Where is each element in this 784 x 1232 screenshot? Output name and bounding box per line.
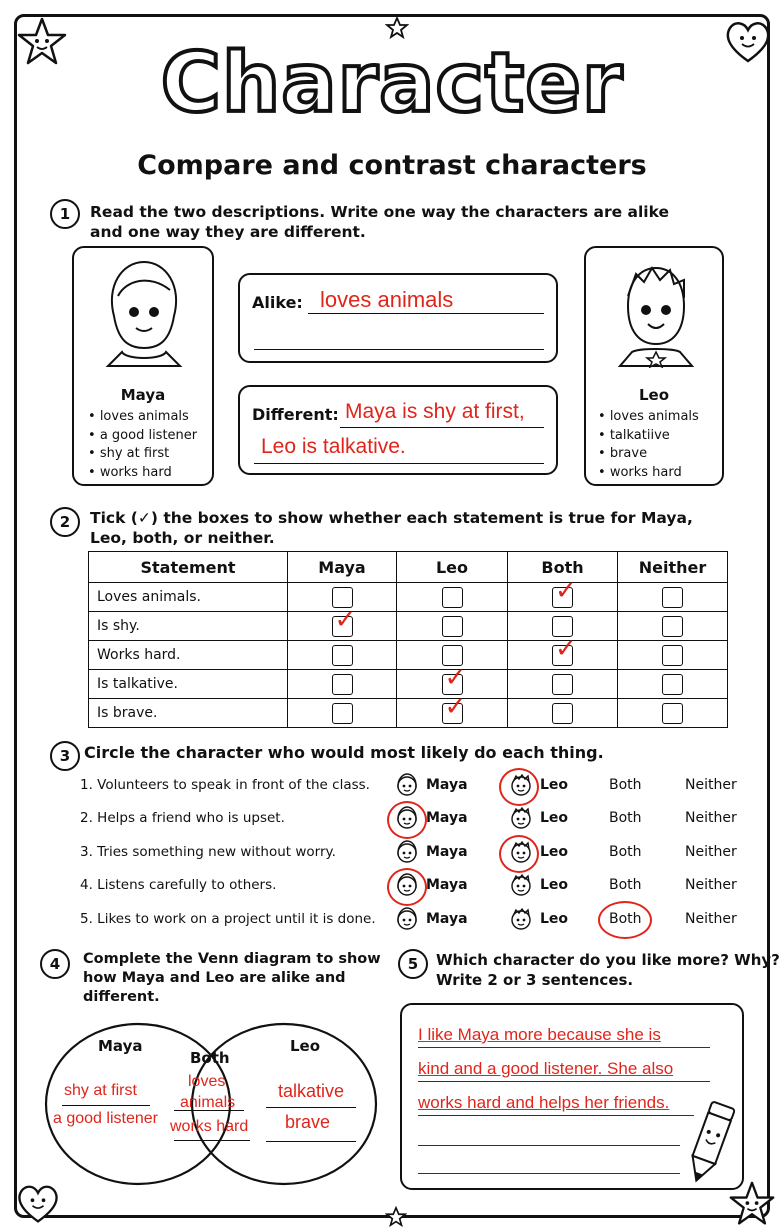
table-row xyxy=(89,583,728,612)
different-answer-line2[interactable]: Leo is talkative. xyxy=(261,435,406,458)
venn-middle-item[interactable]: works hard xyxy=(170,1118,249,1135)
checkbox-cell xyxy=(618,641,728,670)
trait-item: • a good listener xyxy=(88,427,197,446)
option-both[interactable]: Both xyxy=(609,844,642,860)
checkbox-cell xyxy=(397,612,508,641)
column-header: Maya xyxy=(288,552,397,583)
section-number: 2 xyxy=(50,507,80,537)
maya-card xyxy=(72,246,214,486)
trait-item: • brave xyxy=(598,445,699,464)
option-maya[interactable]: Maya xyxy=(426,877,468,893)
answer-line xyxy=(254,349,544,350)
alike-answer[interactable]: loves animals xyxy=(320,287,454,312)
option-leo[interactable]: Leo xyxy=(540,777,569,793)
question-text: 2. Helps a friend who is upset. xyxy=(80,810,285,826)
question-text: 1. Volunteers to speak in front of the class. xyxy=(80,777,370,793)
checkbox[interactable] xyxy=(662,645,683,666)
page-title: Character xyxy=(160,36,624,131)
checkbox[interactable] xyxy=(662,674,683,695)
pencil-icon xyxy=(684,1097,736,1189)
maya-traits xyxy=(88,408,197,482)
venn-middle-item[interactable]: animals xyxy=(180,1094,236,1111)
checkbox[interactable] xyxy=(442,616,463,637)
checkbox[interactable] xyxy=(442,587,463,608)
different-answer-line1[interactable]: Maya is shy at first, xyxy=(345,400,525,423)
trait-item: • loves animals xyxy=(598,408,699,427)
question-text: 3. Tries something new without worry. xyxy=(80,844,336,860)
section1-instruction-line1: Read the two descriptions. Write one way the characters are alike xyxy=(90,203,670,221)
section-number: 1 xyxy=(50,199,80,229)
column-header: Neither xyxy=(618,552,728,583)
table-row xyxy=(89,670,728,699)
checkbox-cell xyxy=(288,670,397,699)
statement-cell: Works hard. xyxy=(89,641,288,670)
writing-line xyxy=(418,1145,680,1146)
venn-middle-label: Both xyxy=(190,1049,230,1067)
answer-line xyxy=(254,463,544,464)
section3-instruction: Circle the character who would most likely do each thing. xyxy=(84,743,604,762)
checkbox[interactable] xyxy=(332,703,353,724)
trait-item: • talkatiive xyxy=(598,427,699,446)
option-maya[interactable]: Maya xyxy=(426,777,468,793)
section2-instruction-line1: Tick (✓) the boxes to show whether each statement is true for Maya, xyxy=(90,509,693,527)
venn-middle-item[interactable]: loves xyxy=(188,1073,226,1090)
statement-cell: Loves animals. xyxy=(89,583,288,612)
column-header: Statement xyxy=(89,552,288,583)
column-header: Both xyxy=(508,552,618,583)
boy-icon xyxy=(508,805,534,831)
checkbox[interactable] xyxy=(662,703,683,724)
table-row xyxy=(89,612,728,641)
option-neither[interactable]: Neither xyxy=(685,877,737,893)
writing-line xyxy=(418,1081,710,1082)
option-both[interactable]: Both xyxy=(609,777,642,793)
page-subtitle: Compare and contrast characters xyxy=(137,150,647,181)
checkbox-cell xyxy=(397,583,508,612)
question-text: 4. Listens carefully to others. xyxy=(80,877,277,893)
statement-cell: Is talkative. xyxy=(89,670,288,699)
section-number: 3 xyxy=(50,741,80,771)
section4-instruction-line1: Complete the Venn diagram to show xyxy=(83,951,381,967)
option-maya[interactable]: Maya xyxy=(426,911,468,927)
table-row xyxy=(89,699,728,728)
section1-instruction-line2: and one way they are different. xyxy=(90,223,366,241)
option-leo[interactable]: Leo xyxy=(540,877,569,893)
checkbox[interactable] xyxy=(552,674,573,695)
question-text: 5. Likes to work on a project until it is done. xyxy=(80,911,376,927)
girl-icon xyxy=(394,839,420,865)
girl-icon xyxy=(394,772,420,798)
girl-icon xyxy=(394,906,420,932)
checkbox[interactable] xyxy=(662,616,683,637)
table-header-row xyxy=(89,552,728,583)
writing-line xyxy=(418,1115,694,1116)
answer-circle xyxy=(598,901,652,939)
checkbox-cell xyxy=(618,699,728,728)
answer-line xyxy=(266,1141,356,1142)
section5-instruction-line1: Which character do you like more? Why? xyxy=(436,951,780,969)
different-label: Different: xyxy=(252,405,339,424)
answer-line xyxy=(174,1110,244,1111)
writing-box xyxy=(400,1003,744,1190)
checkbox[interactable] xyxy=(662,587,683,608)
writing-line xyxy=(418,1173,680,1174)
column-header: Leo xyxy=(397,552,508,583)
checkbox[interactable] xyxy=(442,691,467,724)
answer-sentence[interactable]: I like Maya more because she is xyxy=(418,1025,661,1044)
checkbox-cell xyxy=(508,633,618,670)
trait-item: • works hard xyxy=(598,464,699,483)
checkbox[interactable] xyxy=(332,645,353,666)
checkbox-cell xyxy=(397,691,508,728)
leo-name: Leo xyxy=(638,386,670,404)
venn-right-label: Leo xyxy=(290,1037,321,1055)
venn-right-item[interactable]: talkative xyxy=(278,1081,345,1101)
checkbox[interactable] xyxy=(552,575,577,608)
answer-sentence[interactable]: kind and a good listener. She also xyxy=(418,1059,674,1078)
option-leo[interactable]: Leo xyxy=(540,810,569,826)
check-icon: ✓ xyxy=(555,633,577,664)
answer-circle xyxy=(499,768,539,806)
option-maya[interactable]: Maya xyxy=(426,844,468,860)
checkbox-cell xyxy=(618,612,728,641)
option-leo[interactable]: Leo xyxy=(540,844,569,860)
trait-item: • loves animals xyxy=(88,408,197,427)
statement-cell: Is shy. xyxy=(89,612,288,641)
checkbox-cell xyxy=(508,670,618,699)
section4-instruction-line3: different. xyxy=(83,989,160,1005)
check-icon: ✓ xyxy=(444,662,467,693)
venn-left-item[interactable]: a good listener xyxy=(53,1110,158,1127)
boy-icon xyxy=(508,906,534,932)
option-neither[interactable]: Neither xyxy=(685,810,737,826)
answer-circle xyxy=(387,801,427,839)
leo-card xyxy=(584,246,724,486)
section5-instruction-line2: Write 2 or 3 sentences. xyxy=(436,971,634,989)
venn-left-label: Maya xyxy=(98,1037,143,1055)
alike-label: Alike: xyxy=(252,293,303,312)
venn-left-item[interactable]: shy at first xyxy=(64,1082,137,1099)
section-number: 4 xyxy=(40,949,70,979)
option-neither[interactable]: Neither xyxy=(685,777,737,793)
statement-cell: Is brave. xyxy=(89,699,288,728)
checkbox-cell xyxy=(288,641,397,670)
answer-line xyxy=(266,1107,356,1108)
checkbox[interactable] xyxy=(552,703,573,724)
boy-icon xyxy=(508,872,534,898)
answer-line xyxy=(308,313,544,314)
answer-line xyxy=(174,1140,250,1141)
checkbox[interactable] xyxy=(332,674,353,695)
boy-icon xyxy=(608,256,704,368)
check-icon: ✓ xyxy=(334,604,357,635)
writing-line xyxy=(418,1047,710,1048)
leo-traits xyxy=(598,408,699,482)
option-both[interactable]: Both xyxy=(609,810,642,826)
checkbox-cell xyxy=(288,604,397,641)
star-icon xyxy=(385,1206,407,1228)
option-leo[interactable]: Leo xyxy=(540,911,569,927)
maya-name: Maya xyxy=(120,386,166,404)
option-maya[interactable]: Maya xyxy=(426,810,468,826)
alike-box xyxy=(238,273,558,363)
checkbox-cell xyxy=(618,583,728,612)
trait-item: • works hard xyxy=(88,464,197,483)
checkbox-cell xyxy=(508,575,618,612)
checkbox-cell xyxy=(288,699,397,728)
answer-line xyxy=(340,427,544,428)
checkbox-cell xyxy=(508,699,618,728)
different-box xyxy=(238,385,558,475)
section4-instruction-line2: how Maya and Leo are alike and xyxy=(83,970,346,986)
checkbox[interactable] xyxy=(552,633,577,666)
check-icon: ✓ xyxy=(444,691,467,722)
section-number: 5 xyxy=(398,949,428,979)
tick-table xyxy=(88,551,728,728)
answer-circle xyxy=(499,835,539,873)
venn-right-item[interactable]: brave xyxy=(285,1112,331,1132)
trait-item: • shy at first xyxy=(88,445,197,464)
checkbox-cell xyxy=(618,670,728,699)
table-row xyxy=(89,641,728,670)
option-neither[interactable]: Neither xyxy=(685,844,737,860)
section2-instruction-line2: Leo, both, or neither. xyxy=(90,529,275,547)
answer-line xyxy=(62,1105,150,1106)
answer-circle xyxy=(387,868,427,906)
answer-sentence[interactable]: works hard and helps her friends. xyxy=(418,1093,670,1112)
option-both[interactable]: Both xyxy=(609,911,642,927)
option-neither[interactable]: Neither xyxy=(685,911,737,927)
girl-icon xyxy=(96,256,192,368)
option-both[interactable]: Both xyxy=(609,877,642,893)
check-icon: ✓ xyxy=(555,575,577,606)
checkbox[interactable] xyxy=(332,604,357,637)
